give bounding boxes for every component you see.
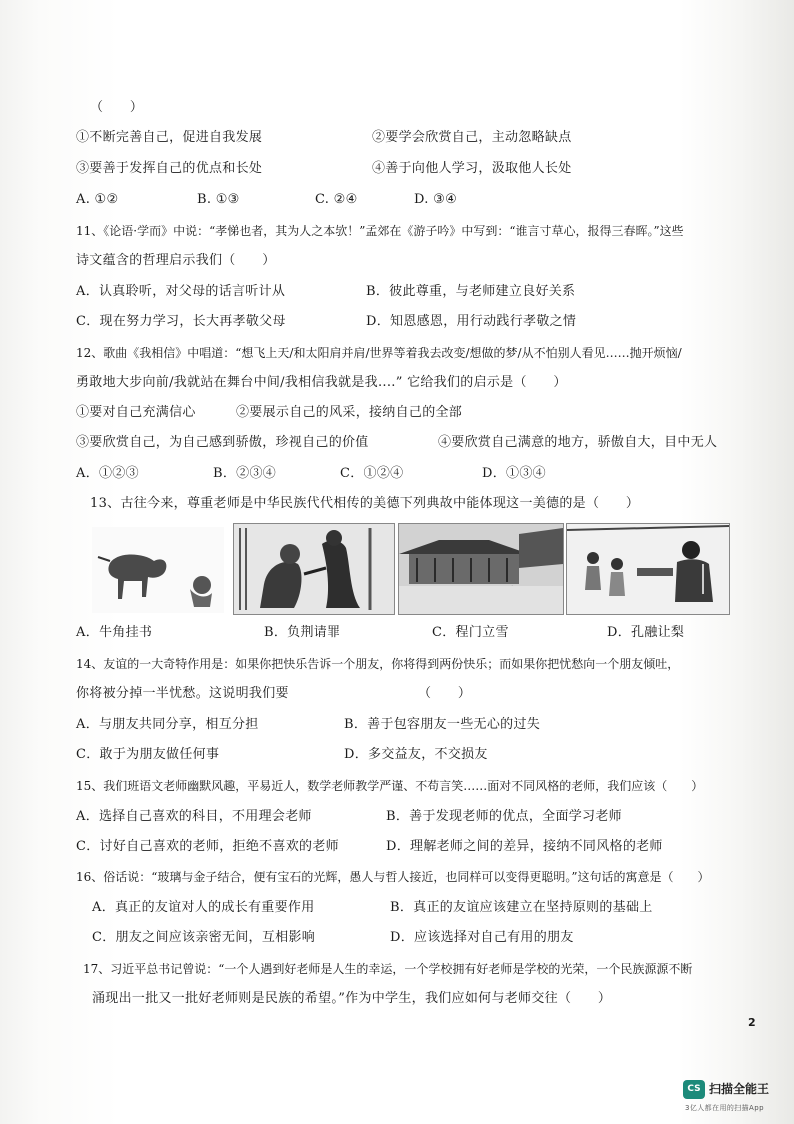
q15-option-d: D．理解老师之间的差异，接纳不同风格的老师	[386, 839, 663, 854]
q11-stem-line-1: 11、《论语·学而》中说：“孝悌也者，其为人之本欤！”孟郊在《游子吟》中写到：“谁言寸草心，报得三春晖。”这些	[76, 224, 684, 238]
cattle-figure	[92, 527, 224, 613]
q14-option-c: C．敢于为朋友做任何事	[76, 747, 220, 762]
q14-stem-line-1: 14、友谊的一大奇特作用是：如果你把快乐告诉一个朋友，你将得到两份快乐；而如果你把忧愁向一个朋友倾吐，	[76, 657, 680, 671]
camscanner-name: 扫描全能王	[709, 1082, 770, 1096]
q11-option-a: A．认真聆听，对父母的话言听计从	[76, 284, 286, 299]
q17-stem-line-1: 17、习近平总书记曾说：“一个人遇到好老师是人生的幸运，一个学校拥有好老师是学校的光荣，一个民族源源不断	[83, 962, 693, 976]
q11-stem-line-2: 诗文蕴含的哲理启示我们（ ）	[76, 253, 276, 268]
q12-statement-1: ①要对自己充满信心	[76, 405, 196, 420]
jing-qing-zui-figure	[233, 523, 395, 615]
q15-option-b: B．善于发现老师的优点，全面学习老师	[386, 809, 622, 824]
q10-statement-1: ①不断完善自己，促进自我发展	[76, 130, 263, 145]
q15-option-c: C．讨好自己喜欢的老师，拒绝不喜欢的老师	[76, 839, 339, 854]
q12-option-a: A．①②③	[76, 466, 139, 481]
q14-option-b: B．善于包容朋友一些无心的过失	[344, 717, 541, 732]
q10-option-d: D. ③④	[414, 192, 458, 207]
q14-stem-line-2: 你将被分掉一半忧愁。这说明我们要	[76, 686, 289, 701]
q13-option-b: B．负荆请罪	[264, 625, 341, 640]
kong-rong-rang-li-figure	[566, 523, 730, 615]
q11-option-d: D．知恩感恩，用行动践行孝敬之情	[366, 314, 577, 329]
q11-option-b: B．彼此尊重，与老师建立良好关系	[366, 284, 576, 299]
q10-statement-3: ③要善于发挥自己的优点和长处	[76, 161, 263, 176]
q13-option-d: D．孔融让梨	[607, 625, 685, 640]
q15-option-a: A．选择自己喜欢的科目，不用理会老师	[76, 809, 312, 824]
q16-option-c: C．朋友之间应该亲密无间，互相影响	[92, 930, 316, 945]
q12-option-b: B．②③④	[213, 466, 277, 481]
q16-option-a: A．真正的友谊对人的成长有重要作用	[92, 900, 315, 915]
q10-statement-4: ④善于向他人学习，汲取他人长处	[372, 161, 572, 176]
q12-option-d: D．①③④	[482, 466, 546, 481]
cheng-men-li-xue-figure	[398, 523, 564, 615]
q15-stem: 15、我们班语文老师幽默风趣，平易近人，数学老师教学严谨、不苟言笑……面对不同风格的老师，我们应该（ ）	[76, 779, 704, 793]
q14-paren: （ ）	[418, 686, 472, 701]
q14-option-a: A．与朋友共同分享，相互分担	[76, 717, 259, 732]
q17-stem-line-2: 涌现出一批又一批好老师则是民族的希望。”作为中学生，我们应如何与老师交往（ ）	[92, 991, 612, 1006]
q13-option-c: C．程门立雪	[432, 625, 509, 640]
q12-stem-line-1: 12、歌曲《我相信》中唱道：“想飞上天/和太阳肩并肩/世界等着我去改变/想做的梦/从不怕别人看见……抛开烦恼/	[76, 346, 682, 360]
q13-stem: 13、古往今来，尊重老师是中华民族代代相传的美德下列典故中能体现这一美德的是（ ）	[90, 496, 640, 511]
camscanner-tagline: 3亿人都在用的扫描App	[685, 1104, 764, 1112]
q16-option-b: B．真正的友谊应该建立在坚持原则的基础上	[390, 900, 653, 915]
q12-stem-line-2: 勇敢地大步向前/我就站在舞台中间/我相信我就是我....” 它给我们的启示是（ ）	[76, 375, 567, 390]
q10-option-c: C. ②④	[315, 192, 358, 207]
q11-option-c: C．现在努力学习，长大再孝敬父母	[76, 314, 286, 329]
q10-paren: （ ）	[90, 100, 144, 115]
q14-option-d: D．多交益友，不交损友	[344, 747, 488, 762]
q16-option-d: D．应该选择对自己有用的朋友	[390, 930, 574, 945]
q12-statement-4: ④要欣赏自己满意的地方，骄傲自大，目中无人	[438, 435, 718, 450]
page-number: 2	[748, 1016, 756, 1029]
camscanner-logo-icon: CS	[683, 1080, 705, 1099]
q10-option-b: B. ①③	[197, 192, 240, 207]
q13-option-a: A．牛角挂书	[76, 625, 153, 640]
q10-option-a: A. ①②	[76, 192, 119, 207]
q10-statement-2: ②要学会欣赏自己，主动忽略缺点	[372, 130, 572, 145]
q12-option-c: C．①②④	[340, 466, 404, 481]
q12-statement-2: ②要展示自己的风采，接纳自己的全部	[236, 405, 463, 420]
q12-statement-3: ③要欣赏自己，为自己感到骄傲，珍视自己的价值	[76, 435, 369, 450]
q16-stem: 16、俗话说：“玻璃与金子结合，便有宝石的光辉，愚人与哲人接近，也同样可以变得更聪明。”这句话的寓意是（ ）	[76, 870, 710, 884]
